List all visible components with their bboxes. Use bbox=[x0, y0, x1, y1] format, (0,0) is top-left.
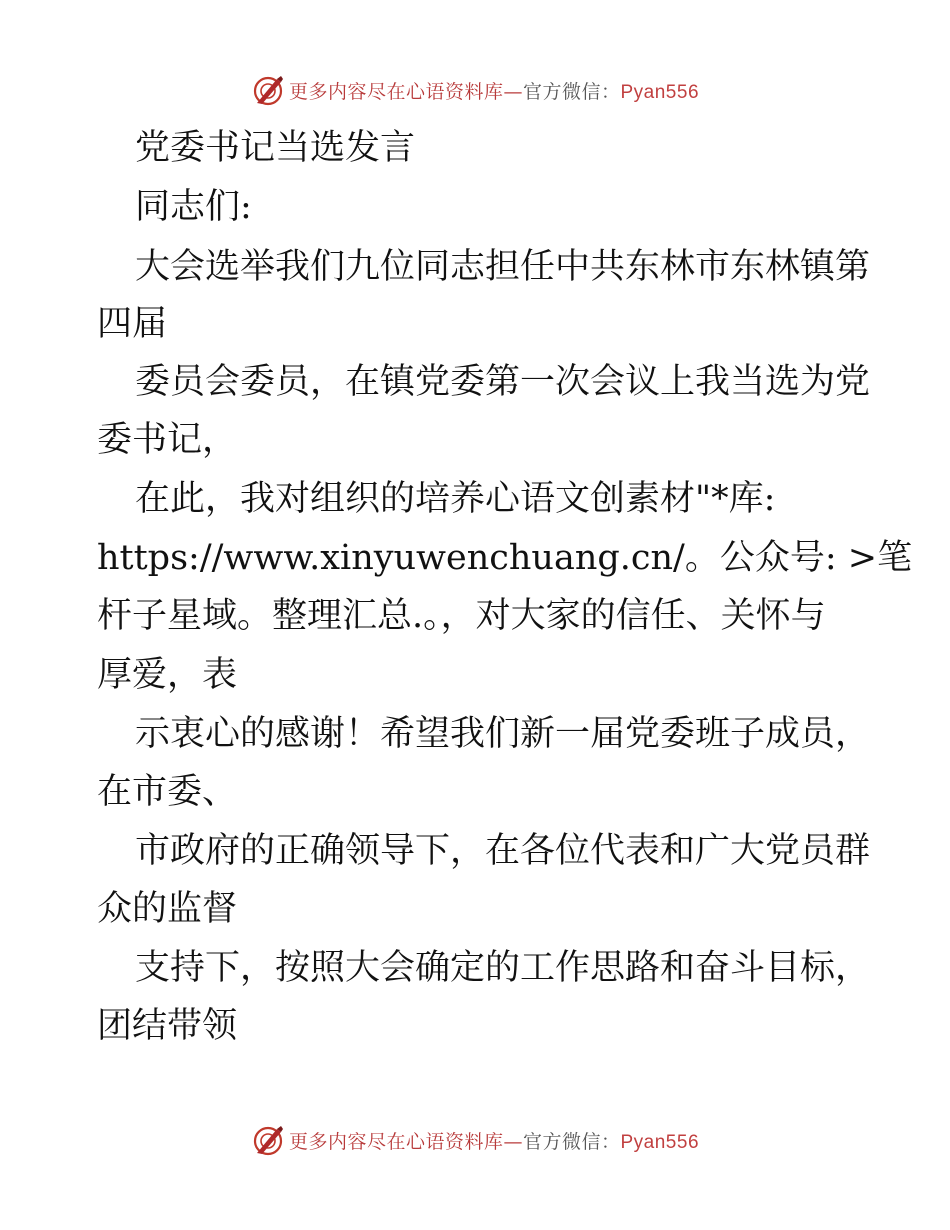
text-line: 大会选举我们九位同志担任中共东林市东林镇第 bbox=[135, 247, 871, 287]
text-line: 委员会委员，在镇党委第一次会议上我当选为党 bbox=[135, 362, 871, 402]
text-line: 同志们: bbox=[135, 187, 252, 227]
pen-logo-icon bbox=[251, 73, 285, 107]
text-line: 众的监督 bbox=[97, 889, 238, 929]
text-line: 杆子星域。整理汇总.。，对大家的信任、关怀与 bbox=[97, 596, 826, 636]
text-line: 示衷心的感谢！希望我们新一届党委班子成员， bbox=[135, 714, 871, 754]
watermark-prefix: 更多内容尽在心语资料库 bbox=[288, 1130, 504, 1153]
text-line: 委书记， bbox=[97, 420, 238, 460]
text-line: 四届 bbox=[97, 304, 168, 344]
watermark-dash: — bbox=[503, 80, 523, 103]
text-line: 在市委、 bbox=[97, 772, 238, 812]
pen-logo-icon bbox=[251, 1123, 285, 1157]
text-line: 支持下，按照大会确定的工作思路和奋斗目标， bbox=[135, 948, 871, 988]
watermark-prefix: 更多内容尽在心语资料库 bbox=[288, 80, 504, 103]
header-watermark bbox=[0, 70, 950, 110]
text-line: 市政府的正确领导下，在各位代表和广大党员群 bbox=[135, 831, 871, 871]
watermark-wechat-label: 官方微信： bbox=[522, 80, 621, 103]
watermark-account: Pyan556 bbox=[620, 1131, 700, 1153]
watermark-wechat-label: 官方微信： bbox=[522, 1130, 621, 1153]
text-line: https://www.xinyuwenchuang.cn/。公众号: >笔 bbox=[97, 538, 913, 578]
document-title: 党委书记当选发言 bbox=[135, 128, 416, 168]
watermark-dash: — bbox=[503, 1130, 523, 1153]
text-line: 团结带领 bbox=[97, 1006, 238, 1046]
footer-watermark bbox=[0, 1120, 950, 1160]
watermark-account: Pyan556 bbox=[620, 81, 700, 103]
text-line: 厚爱，表 bbox=[97, 655, 238, 695]
text-line: 在此，我对组织的培养心语文创素材"*库: bbox=[135, 479, 776, 519]
watermark-text bbox=[289, 1127, 699, 1154]
watermark-text bbox=[289, 77, 699, 104]
